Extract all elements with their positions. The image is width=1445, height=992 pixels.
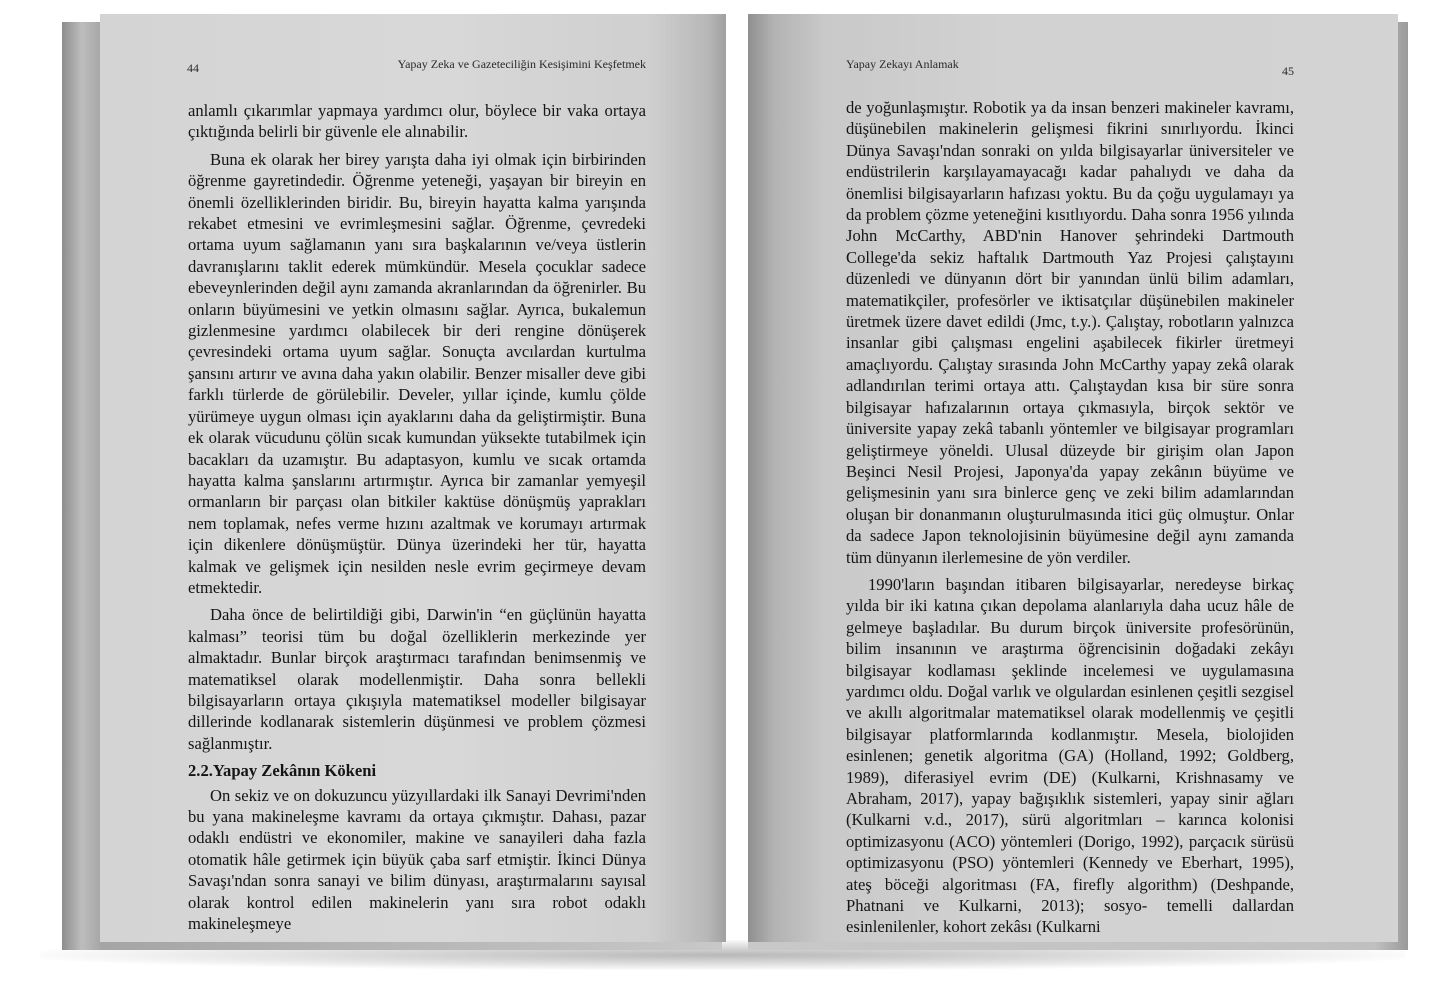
page-number: 45 <box>1282 64 1294 78</box>
paragraph: On sekiz ve on dokuzuncu yüzyıllardaki ilk Sanayi Devrimi'nden bu yana makineleşme kavramı da ortaya çıkmıştır. Dahası, pazar odaklı endüstri ve ekonomiler, makine ve sanayileri daha fazla otomatik hâle getirmek için büyük çaba sarf etmiştir. İkinci Dünya Savaşı'ndan sonra sanayi ve bilim dünyası, araştırmalarını sayısal olarak kontrol edilen makinelerin yanı sıra robot odaklı makineleşmeye <box>188 785 646 934</box>
paragraph: 1990'ların başından itibaren bilgisayarlar, neredeyse birkaç yılda bir iki katına çıkan depolama alanlarıyla daha ucuz hâle de gelmeye başladılar. Bu durum birçok üniversite profesörünün, bilim insanının ve araştırma öğrencisinin doğadaki zekâyı bilgisayar kodlaması şeklinde incelemesi ve uygulamasına yardımcı oldu. Doğal varlık ve olgulardan esinlenen çeşitli sezgisel ve akıllı algoritmalar matematiksel olarak modellenmiş ve çeşitli bilgisayar platformlarında kodlanmıştır. Mesela, biolojiden esinlenen; genetik algoritma (GA) (Holland, 1992; Goldberg, 1989), diferasiyel evrim (DE) (Kulkarni, Krishnasamy ve Abraham, 2017), yapay bağışıklık sistemleri, yapay sinir ağları (Kulkarni v.d., 2017), sürü algoritmları – karınca kolonisi optimizasyonu (ACO) yöntemleri (Dorigo, 1992), parçacık sürüsü optimizasyonu (PSO) yöntemleri (Kennedy ve Eberhart, 1995), ateş böceği algoritması (FA, firefly algorithm) (Deshpande, Phatnani ve Kulkarni, 2013); sosyo- temelli dallardan esinlenilenler, kohort zekâsı (Kulkarni <box>846 574 1294 937</box>
left-page <box>100 14 726 942</box>
page-number: 44 <box>187 61 199 75</box>
paragraph: Buna ek olarak her birey yarışta daha iyi olmak için birbirinden öğrenme gayretindedir. Öğrenme yeteneği, yaşayan bir bireyin en önemli özelliklerinden biridir. Bu, bireyin hayatta kalma yarışında rekabet etmesini ve evrimleşmesini sağlar. Öğrenme, çevredeki ortama uyum sağlamanın yanı sıra başkalarının ve/veya üstlerin davranışlarını taklit ederek mümkündür. Mesela çocuklar sadece ebeveynlerinden değil aynı zamanda akranlarından da öğrenirler. Bu onların büyümesini ve yetkin olmasını sağlar. Ayrıca, bukalemun gizlenmesine yardımcı olabilecek bir deri rengine dönüşerek çevresindeki ortama uyum sağlar. Sonuçta avcılardan kurtulma şansını artırır ve avına daha yakın olabilir. Benzer misaller deve gibi farklı türlerde de görülebilir. Develer, yıllar içinde, kumlu çölde yürümeye uygun olması için ayaklarını daha da geliştirmiştir. Buna ek olarak vücudunu çölün sıcak kumundan yüksekte tutabilmek için bacakları da uzamıştır. Bu adaptasyon, kumlu ve sıcak ortamda hayatta kalma şanslarını artırmıştır. Ayrıca bir zamanlar yemyeşil ormanların bir parçası olan bitkiler kaktüse dönüşmüş yaprakları nem toplamak, nefes verme hızını azaltmak ve korumayı artırmak için dikenlere dönüşmüştür. Dünya üzerindeki her tür, hayatta kalmak ve gelişmek için nesilden nesle evrim geçirmeye devam etmektedir. <box>188 149 646 597</box>
right-page <box>748 14 1398 942</box>
paragraph: Daha önce de belirtildiği gibi, Darwin'in “en güçlünün hayatta kalması” teorisi tüm bu doğal özelliklerin merkezinde yer almaktadır. Bunlar birçok araştırmacı tarafından benimsenmiş ve matematiksel olarak modellenmiştir. Daha sonra bellekli bilgisayarların ortaya çıkışıyla matematiksel modeller bilgisayar dillerinde kodlanarak sistemlerin düşünmesi ve problem çözmesi sağlanmıştır. <box>188 605 646 753</box>
page-body <box>846 97 1294 942</box>
page-body <box>188 100 646 940</box>
section-heading: 2.2.Yapay Zekânın Kökeni <box>188 761 377 781</box>
paragraph: anlamlı çıkarımlar yapmaya yardımcı olur, böylece bir vaka ortaya çıktığında belirli bir güvenle ele alınabilir. <box>188 101 646 142</box>
running-head: Yapay Zeka ve Gazeteciliğin Kesişimini Keşfetmek <box>397 57 646 71</box>
running-head: Yapay Zekayı Anlamak <box>846 57 959 71</box>
paragraph: de yoğunlaşmıştır. Robotik ya da insan benzeri makineler kavramı, düşünebilen makinelerin gelişmesi fikrini sınırlıyordu. İkinci Dünya Savaşı'ndan sonraki on yılda bilgisayarlar üniversiteler ve endüstrilerin karşılayamayacağı kadar pahalıydı ve daha da önemlisi bilgisayarların hafızası yoktu. Bu da çoğu uygulamayı ya da problem çözme yeteneğini kısıtlıyordu. Daha sonra 1956 yılında John McCarthy, ABD'nin Hanover şehrindeki Dartmouth College'da sekiz haftalık Dartmouth Yaz Projesi çalıştayını düzenledi ve dünyanın dört bir yanından ünlü bilim adamları, matematikçiler, profesörler ve iktisatçılar düşünebilen makineler üretmek üzere davet edildi (Jmc, t.y.). Çalıştay, robotların yalnızca insanlar gibi çalışması engelini aşabilecek fikirler üretmeyi amaçlıyordu. Çalıştay sırasında John McCarthy yapay zekâ olarak adlandırılan terimi ortaya attı. Çalıştaydan kısa bir süre sonra bilgisayar hafızalarının ortaya çıkmasıyla, birçok sektör ve üniversite yapay zekâ tabanlı yöntemler ve bilgisayar programları geliştirmeye yöneldi. Ulusal düzeyde bir girişim olan Japon Beşinci Nesil Projesi, Japonya'da yapay zekânın büyüme ve gelişmesinin yanı sıra binlerce genç ve zeki bilim adamlarından oluşan bir donanmanın oluşturulmasında itici güç olmuştur. Onlar da sadece Japon teknolojisinin büyümesine değil aynı zamanda tüm dünyanın ilerlemesine de yön verdiler. <box>846 98 1294 567</box>
